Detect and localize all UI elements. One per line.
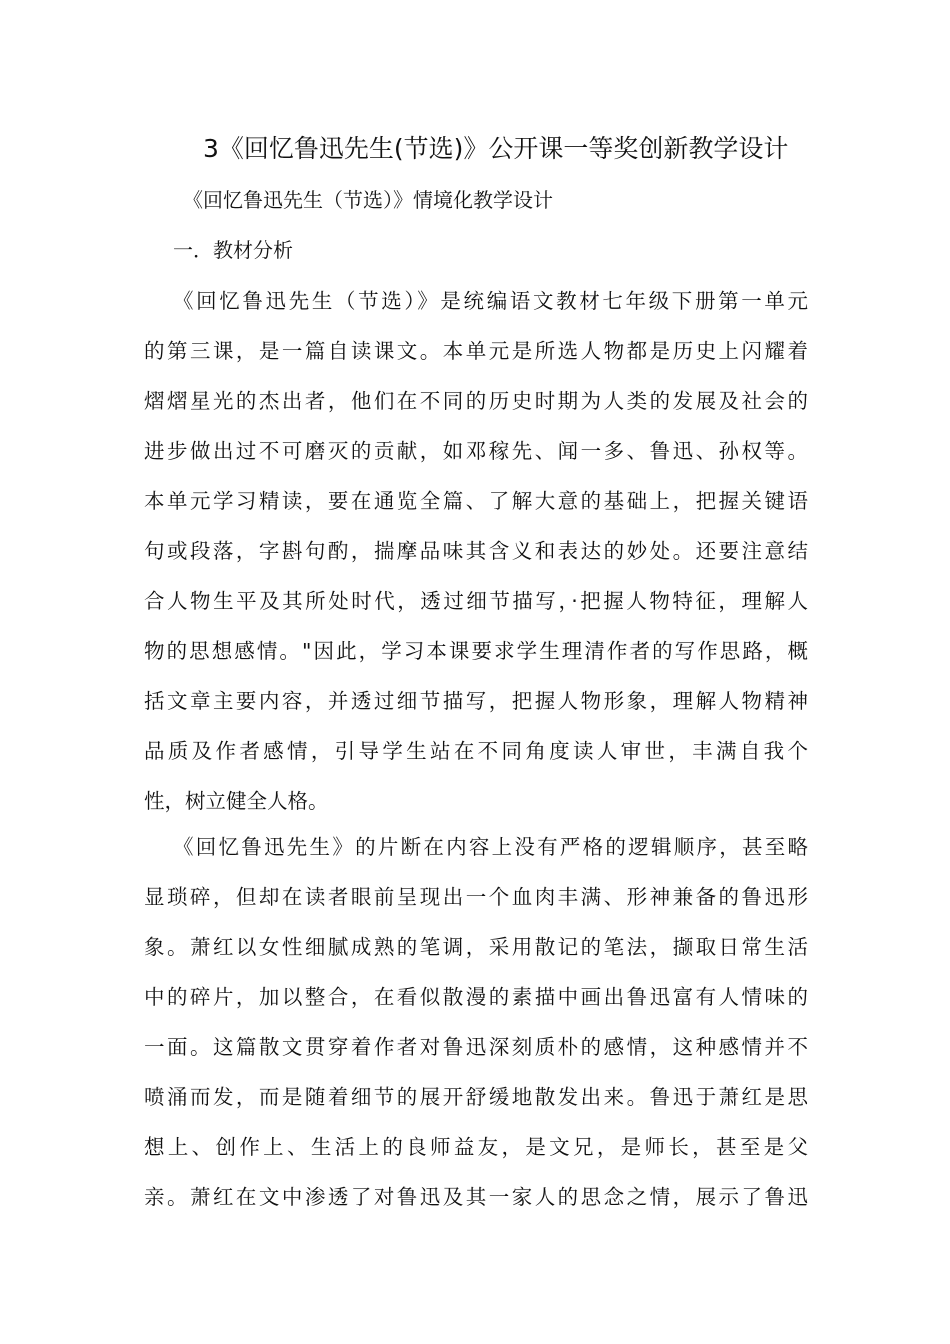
paragraph-line: 品质及作者感情，引导学生站在不同角度读人审世，丰满自我个 bbox=[144, 739, 808, 763]
paragraph-line: 本单元学习精读，要在通览全篇、了解大意的基础上，把握关键语 bbox=[144, 489, 808, 513]
paragraph-line: 中的碎片，加以整合，在看似散漫的素描中画出鲁迅富有人情味的 bbox=[144, 985, 808, 1009]
document-subtitle: 《回忆鲁迅先生（节选）》情境化教学设计 bbox=[183, 188, 553, 212]
section-heading-textbook-analysis: 一．教材分析 bbox=[173, 238, 293, 262]
paragraph-line: 进步做出过不可磨灭的贡献，如邓稼先、闻一多、鲁迅、孙权等。 bbox=[144, 439, 808, 463]
paragraph-line: 性，树立健全人格。 bbox=[144, 789, 329, 813]
paragraph-line: 显琐碎，但却在读者眼前呈现出一个血肉丰满、形神兼备的鲁迅形 bbox=[144, 885, 808, 909]
paragraph-line: 一面。这篇散文贯穿着作者对鲁迅深刻质朴的感情，这种感情并不 bbox=[144, 1035, 808, 1059]
paragraph-line: 熠熠星光的杰出者，他们在不同的历史时期为人类的发展及社会的 bbox=[144, 389, 808, 413]
paragraph-line: 象。萧红以女性细腻成熟的笔调，采用散记的笔法，撷取日常生活 bbox=[144, 935, 808, 959]
paragraph-line: 括文章主要内容，并透过细节描写，把握人物形象，理解人物精神 bbox=[144, 689, 808, 713]
paragraph-line: 句或段落，字斟句酌，揣摩品味其含义和表达的妙处。还要注意结 bbox=[144, 539, 808, 563]
paragraph-1 bbox=[144, 276, 808, 826]
paragraph-line: 物的思想感情。"因此，学习本课要求学生理清作者的写作思路，概 bbox=[144, 639, 808, 663]
document-title: 3《回忆鲁迅先生(节选)》公开课一等奖创新教学设计 bbox=[203, 134, 789, 163]
paragraph-line: 喷涌而发，而是随着细节的展开舒缓地散发出来。鲁迅于萧红是思 bbox=[144, 1085, 808, 1109]
paragraph-line: 《回忆鲁迅先生（节选）》是统编语文教材七年级下册第一单元 bbox=[173, 289, 808, 313]
paragraph-line: 合人物生平及其所处时代，透过细节描写，·把握人物特征，理解人 bbox=[144, 589, 808, 613]
paragraph-2 bbox=[144, 822, 808, 1222]
paragraph-line: 亲。萧红在文中渗透了对鲁迅及其一家人的思念之情，展示了鲁迅 bbox=[144, 1185, 808, 1209]
paragraph-line: 想上、创作上、生活上的良师益友，是文兄，是师长，甚至是父 bbox=[144, 1135, 808, 1159]
paragraph-line: 《回忆鲁迅先生》的片断在内容上没有严格的逻辑顺序，甚至略 bbox=[173, 835, 808, 859]
paragraph-line: 的第三课，是一篇自读课文。本单元是所选人物都是历史上闪耀着 bbox=[144, 339, 808, 363]
